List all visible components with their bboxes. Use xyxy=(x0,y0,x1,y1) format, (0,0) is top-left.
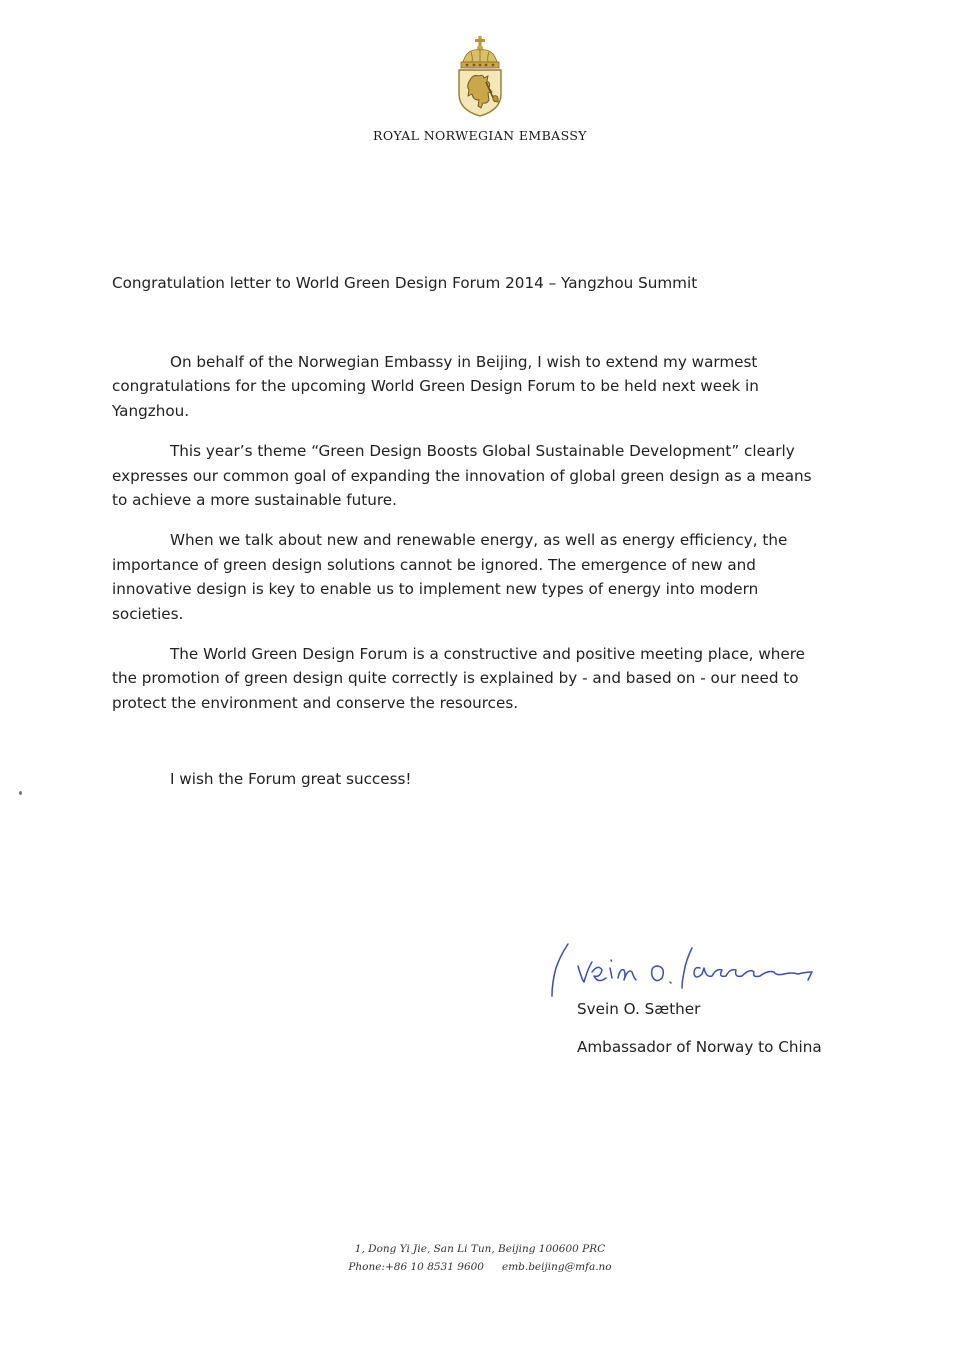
letter-subject: Congratulation letter to World Green Design Forum 2014 – Yangzhou Summit xyxy=(112,274,698,292)
paragraph: The World Green Design Forum is a constructive and positive meeting place, where the promotion of green design quite correctly is explained by - and based on - our need to protect the environment and conserve the resources. xyxy=(112,645,805,712)
letter-body xyxy=(112,350,822,731)
signer-title: Ambassador of Norway to China xyxy=(577,1038,822,1056)
embassy-address: 1, Dong Yi Jie, San Li Tun, Beijing 100600 PRC xyxy=(354,1243,606,1255)
paragraph: When we talk about new and renewable energy, as well as energy efficiency, the importance of green design solutions cannot be ignored. The emergence of new and innovative design is key to enable us to implement new types of energy into modern societies. xyxy=(112,531,788,623)
handwritten-signature xyxy=(540,938,900,1002)
paragraph: On behalf of the Norwegian Embassy in Beijing, I wish to extend my warmest congratulations for the upcoming World Green Design Forum to be held next week in Yangzhou. xyxy=(112,353,759,420)
contact-line xyxy=(0,1258,960,1276)
embassy-name: ROYAL NORWEGIAN EMBASSY xyxy=(373,128,587,143)
scan-speck xyxy=(19,791,22,795)
royal-norwegian-coat-of-arms-icon xyxy=(453,36,507,118)
embassy-email: emb.beijing@mfa.no xyxy=(501,1261,612,1273)
signer-name: Svein O. Sæther xyxy=(577,1000,701,1018)
embassy-phone: Phone:+86 10 8531 9600 xyxy=(348,1261,484,1273)
letterhead xyxy=(0,36,960,118)
embassy-contact-footer xyxy=(0,1240,960,1276)
closing-line: I wish the Forum great success! xyxy=(170,770,412,788)
paragraph: This year’s theme “Green Design Boosts Global Sustainable Development” clearly expresses our common goal of expanding the innovation of global green design as a means to achieve a more sustainable future. xyxy=(112,442,812,510)
